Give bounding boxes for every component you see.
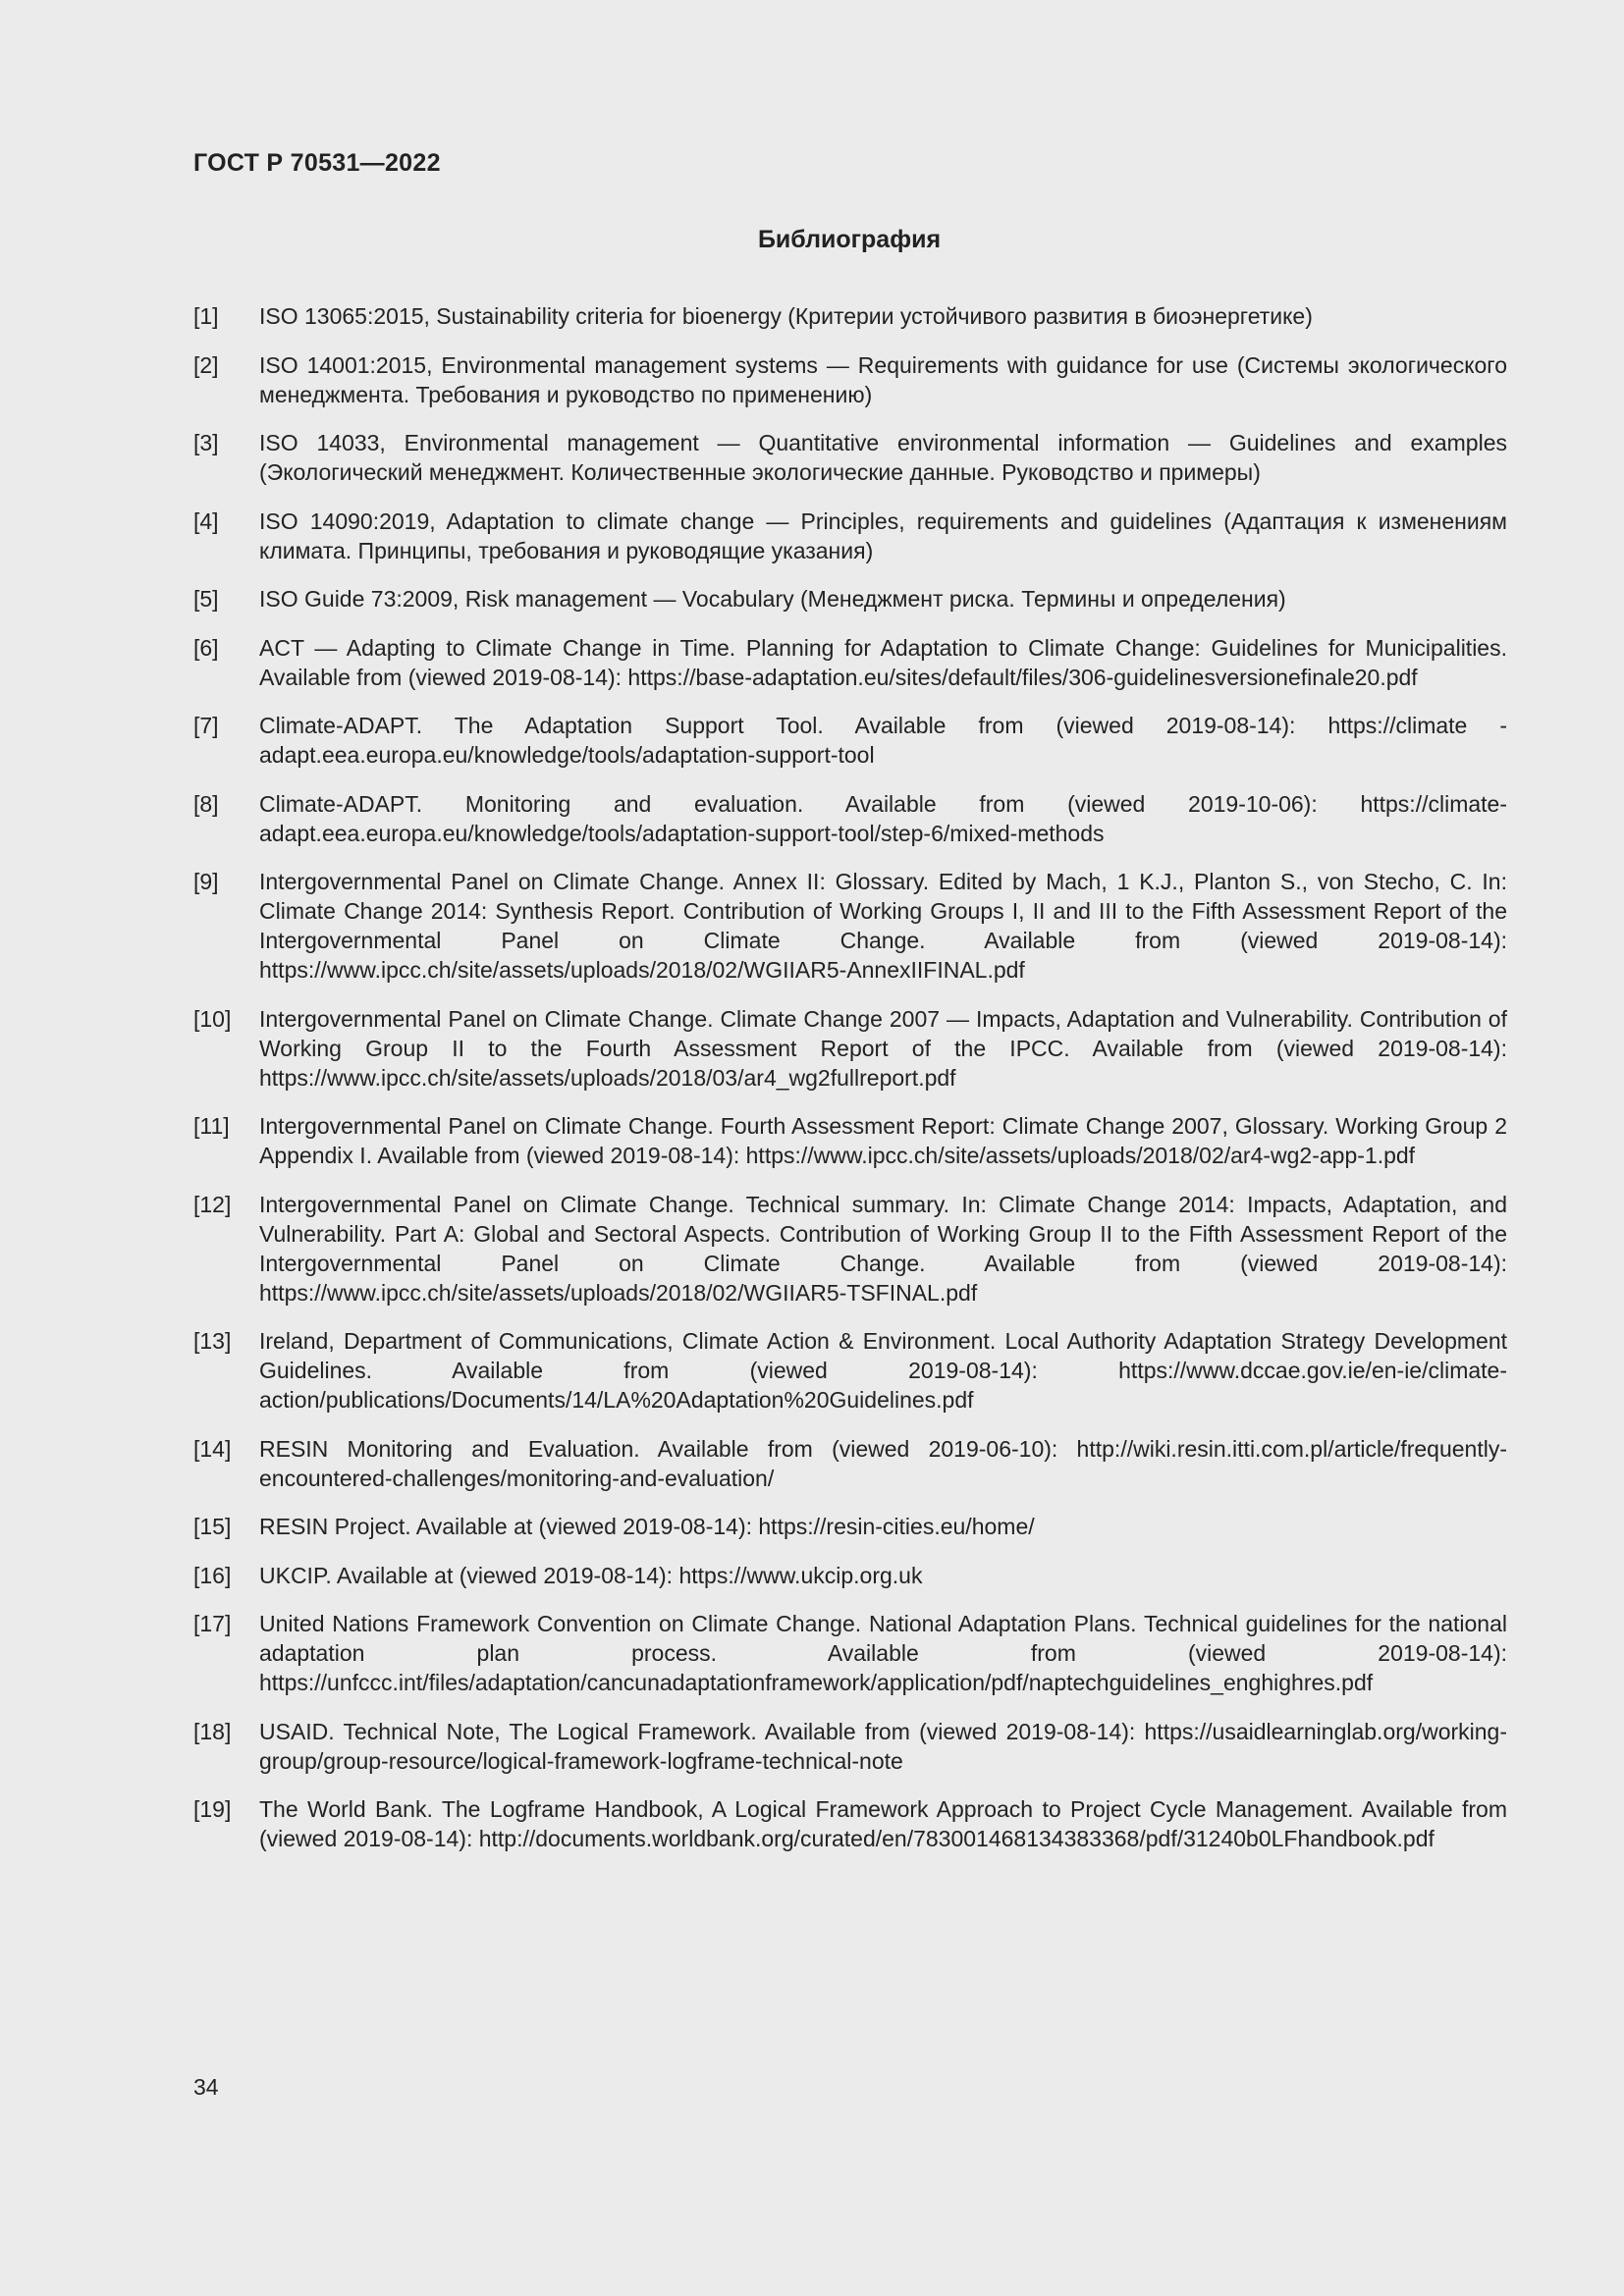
reference-item <box>193 1434 1507 1493</box>
reference-item <box>193 1609 1507 1697</box>
reference-number: [18] <box>193 1718 232 1744</box>
reference-item <box>193 789 1507 848</box>
reference-text: Intergovernmental Panel on Climate Change. Technical summary. In: Climate Change 2014: Impacts, Adaptation, and Vulnerability. Part A: Global and Sectoral Aspects. Contribution of Working Group II to the Fifth Assessment Report of the Intergovernmental Panel on Climate Change. Available from (viewed 2019-08-14): https://www.ipcc.ch/site/assets/uploads/2018/02/WGIIAR5-TSFINAL.pdf <box>259 1191 1507 1306</box>
reference-text: ISO 14033, Environmental management — Quantitative environmental information — Guidelines and examples (Экологический менеджмент. Количественные экологические данные. Руководство и примеры) <box>259 430 1507 485</box>
reference-text: Ireland, Department of Communications, Climate Action & Environment. Local Authority Adaptation Strategy Development Guidelines. Available from (viewed 2019-08-14): https://www.dccae.gov.ie/en-ie/climate-action/publications/Documents/14/LA%20Adaptation%20Guidelines.pdf <box>259 1328 1507 1413</box>
reference-text: Climate-ADAPT. Monitoring and evaluation. Available from (viewed 2019-10-06): https://climate-adapt.eea.europa.eu/knowledge/tools/adaptation-support-tool/step-6/mixed-methods <box>259 790 1507 846</box>
reference-item <box>193 711 1507 770</box>
reference-number: [6] <box>193 634 219 661</box>
bibliography-list <box>193 301 1507 1873</box>
reference-item <box>193 584 1507 614</box>
reference-text: ISO Guide 73:2009, Risk management — Vocabulary (Менеджмент риска. Термины и определения) <box>259 586 1286 612</box>
reference-text: The World Bank. The Logframe Handbook, A Logical Framework Approach to Project Cycle Management. Available from (viewed 2019-08-14): http://documents.worldbank.org/curated/en/783001468134383368/pdf/31240b0LFhandbook.pdf <box>259 1796 1507 1851</box>
reference-item <box>193 1111 1507 1170</box>
page-number: 34 <box>193 2074 219 2100</box>
reference-text: ISO 14090:2019, Adaptation to climate change — Principles, requirements and guidelines (Адаптация к изменениям климата. Принципы, требования и руководящие указания) <box>259 507 1507 563</box>
reference-text: ISO 13065:2015, Sustainability criteria for bioenergy (Критерии устойчивого развития в биоэнергетике) <box>259 303 1313 329</box>
reference-number: [5] <box>193 586 219 612</box>
reference-text: ACT — Adapting to Climate Change in Time. Planning for Adaptation to Climate Change: Guidelines for Municipalities. Available from (viewed 2019-08-14): https://base-adaptation.eu/sites/default/files/306-guidelinesversionefinale20.pdf <box>259 634 1507 690</box>
reference-number: [10] <box>193 1005 232 1032</box>
reference-text: USAID. Technical Note, The Logical Framework. Available from (viewed 2019-08-14): https://usaidlearninglab.org/working-group/group-resource/logical-framework-logframe-technical-note <box>259 1718 1507 1774</box>
reference-text: UKCIP. Available at (viewed 2019-08-14): https://www.ukcip.org.uk <box>259 1562 923 1588</box>
reference-item <box>193 428 1507 487</box>
reference-text: Climate-ADAPT. The Adaptation Support Tool. Available from (viewed 2019-08-14): https://climate -adapt.eea.europa.eu/knowledge/tools/adaptation-support-tool <box>259 713 1507 768</box>
reference-text: United Nations Framework Convention on Climate Change. National Adaptation Plans. Technical guidelines for the national adaptation plan process. Available from (viewed 2019-08-14): https://unfccc.int/files/adaptation/cancunadaptationframework/application/pdf/naptechguidelines_enghighres.pdf <box>259 1611 1507 1695</box>
reference-number: [8] <box>193 790 219 817</box>
reference-number: [11] <box>193 1113 230 1139</box>
reference-item <box>193 301 1507 331</box>
reference-number: [19] <box>193 1796 232 1822</box>
reference-item <box>193 867 1507 985</box>
reference-item <box>193 1561 1507 1590</box>
document-code: ГОСТ Р 70531—2022 <box>193 149 441 177</box>
reference-text: Intergovernmental Panel on Climate Change. Climate Change 2007 — Impacts, Adaptation and Vulnerability. Contribution of Working Group II to the Fourth Assessment Report of the IPCC. Available from (viewed 2019-08-14): https://www.ipcc.ch/site/assets/uploads/2018/03/ar4_wg2fullreport.pdf <box>259 1005 1507 1091</box>
reference-number: [13] <box>193 1328 232 1354</box>
reference-item <box>193 1794 1507 1853</box>
reference-number: [16] <box>193 1562 232 1588</box>
reference-text: RESIN Project. Available at (viewed 2019-08-14): https://resin-cities.eu/home/ <box>259 1514 1035 1539</box>
reference-number: [2] <box>193 351 219 378</box>
reference-text: Intergovernmental Panel on Climate Change. Fourth Assessment Report: Climate Change 2007, Glossary. Working Group 2 Appendix I. Available from (viewed 2019-08-14): https://www.ipcc.ch/site/assets/uploads/2018/02/ar4-wg2-app-1.pdf <box>259 1113 1507 1168</box>
reference-number: [12] <box>193 1191 232 1217</box>
reference-item <box>193 1512 1507 1541</box>
reference-number: [1] <box>193 303 219 329</box>
reference-text: RESIN Monitoring and Evaluation. Available from (viewed 2019-06-10): http://wiki.resin.itti.com.pl/article/frequently-encountered-challenges/monitoring-and-evaluation/ <box>259 1435 1507 1491</box>
reference-item <box>193 633 1507 692</box>
reference-number: [17] <box>193 1611 232 1636</box>
reference-number: [14] <box>193 1435 232 1462</box>
reference-item <box>193 350 1507 409</box>
reference-item <box>193 1190 1507 1308</box>
section-title: Библиография <box>757 226 942 253</box>
reference-text: Intergovernmental Panel on Climate Change. Annex II: Glossary. Edited by Mach, 1 K.J., Planton S., von Stecho, C. In: Climate Change 2014: Synthesis Report. Contribution of Working Groups I, II and III to the Fifth Assessment Report of the Intergovernmental Panel on Climate Change. Available from (viewed 2019-08-14): https://www.ipcc.ch/site/assets/uploads/2018/02/WGIIAR5-AnnexIIFINAL.pdf <box>259 869 1507 983</box>
reference-number: [4] <box>193 507 219 534</box>
reference-number: [15] <box>193 1514 232 1539</box>
reference-text: ISO 14001:2015, Environmental management systems — Requirements with guidance for use (Системы экологического менеджмента. Требования и руководство по применению) <box>259 351 1507 407</box>
reference-item <box>193 507 1507 565</box>
reference-item <box>193 1004 1507 1093</box>
reference-number: [3] <box>193 430 219 455</box>
reference-number: [9] <box>193 869 219 894</box>
reference-number: [7] <box>193 713 219 738</box>
reference-item <box>193 1717 1507 1776</box>
reference-item <box>193 1326 1507 1415</box>
